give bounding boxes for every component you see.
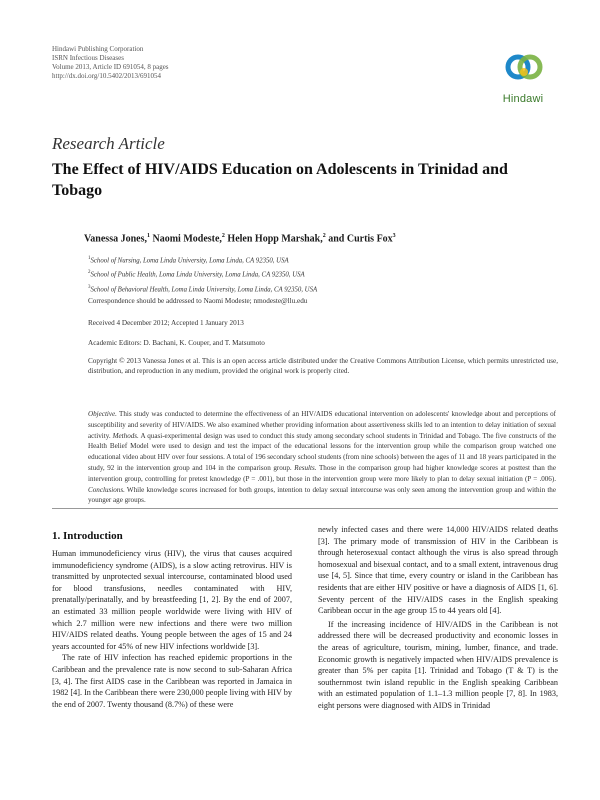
paragraph: The rate of HIV infection has reached epidemic proportions in the Caribbean and the prevalence rate is now second to sub-Saharan Africa [3, 4]. The first AIDS case in the Caribbean was reported in Jamaica in 1982 [4]. In the Caribbean there were 230,000 people living with HIV by the end of 2007. Twenty thousand (8.7%) of these were bbox=[52, 653, 292, 709]
affiliation: $^3$School of Behavioral Health, Loma Linda University, Loma Linda, CA 92350, USA bbox=[88, 284, 318, 293]
author-sup: 1 bbox=[146, 233, 150, 239]
objective-label: Objective. bbox=[88, 410, 117, 418]
affiliation: $^2$School of Public Health, Loma Linda University, Loma Linda, CA 92350, USA bbox=[88, 270, 305, 279]
author-name: Vanessa Jones, bbox=[84, 233, 147, 245]
journal-header bbox=[52, 45, 169, 81]
author-sup: 2 bbox=[322, 233, 326, 239]
results-label: Results. bbox=[291, 463, 317, 472]
divider bbox=[52, 508, 558, 509]
article-title: The Effect of HIV/AIDS Education on Adolescents in Trinidad and Tobago bbox=[52, 161, 508, 199]
received-dates: Received 4 December 2012; Accepted 1 January 2013 bbox=[88, 319, 244, 327]
affiliation: $^1$School of Nursing, Loma Linda University, Loma Linda, CA 92350, USA bbox=[88, 256, 289, 265]
author-sup: 2 bbox=[221, 233, 225, 239]
author-name: and Curtis Fox bbox=[328, 233, 393, 245]
author-sup: 3 bbox=[392, 233, 396, 239]
hindawi-logo-text: Hindawi bbox=[502, 93, 544, 105]
paragraph: Human immunodeficiency virus (HIV), the virus that causes acquired immunodeficiency syndrome (AIDS), is a slow acting retrovirus. HIV is transmitted by unprotected sexual intercourse, contaminated blood used for blood transfusions, needles contaminated with HIV, prenatally/perinatally, and by breastfeeding [1, 2]. By the end of 2007, an estimated 33 million people worldwide were living with HIV of which 2.7 million were new infections and there were two million HIV/AIDS related deaths. Young people between the ages of 15 and 24 years accounted for 45% of new HIV infections worldwide [3]. bbox=[52, 549, 292, 651]
article-type: Research Article bbox=[52, 134, 165, 153]
paragraph: newly infected cases and there were 14,000 HIV/AIDS related deaths [3]. The primary mode of transmission of HIV in the Caribbean is through heterosexual contact although the virus is also spread through homosexual and bisexual contact, and to a small extent, intravenous drug use [4, 5]. Since that time, every country or island in the Caribbean has residents that are either HIV positive or have a diagnosis of AIDS [1, 6]. Seventy percent of the HIV/AIDS cases in the English speaking Caribbean occur in the age group 15 to 44 years old [4]. bbox=[318, 525, 558, 616]
publisher-line: Hindawi Publishing Corporation bbox=[52, 45, 144, 53]
conclusions-label: Conclusions. bbox=[88, 485, 125, 494]
paragraph: If the increasing incidence of HIV/AIDS in the Caribbean is not addressed there will be decreased productivity and economic losses in the areas of agriculture, tourism, mining, lumber, finance, and trade. Economic growth is negatively impacted when HIV/AIDS prevalence is greater than 5% per capita [1]. Trinidad and Tobago (T & T) is the southernmost twin island republic in the English speaking Caribbean with an estimated population of 1.1–1.3 million people [7, 8]. In 1983, eight persons were diagnosed with AIDS in Trinidad bbox=[318, 619, 558, 710]
section-heading: 1. Introduction bbox=[52, 530, 123, 542]
academic-editors: Academic Editors: D. Bachani, K. Couper, and T. Matsumoto bbox=[88, 339, 265, 347]
abstract: Objective. This study was conducted to determine the effectiveness of an HIV/AIDS educational intervention on adolescents' knowledge about and perceptions of susceptibility and severity of HIV/AIDS. We also examined whether providing information about assertiveness skills led to an intention to delay initiation of sexual activity. Methods. A quasi-experimental design was used to conduct this study among secondary school students in Trinidad and Tobago. The five constructs of the Health Belief Model were used to design and test the impact of the educational lessons for the intervention group while the comparison group watched one educational video about HIV over four sessions. A total of 196 secondary school students (from nine schools) between the ages of 11 and 18 years participated in the study, 92 in the intervention group and 104 in the comparison group. Results. Those in the comparison group had higher knowledge scores at posttest than the intervention group, controlling for pretest knowledge (P = .001), but those in the intervention group were more likely to plan to delay sexual initiation (P = .006). Conclusions. While knowledge scores increased for both groups, intention to delay sexual intercourse was only seen among the intervention group and within the younger age groups. bbox=[88, 410, 556, 505]
affiliations bbox=[88, 253, 317, 296]
journal-name: ISRN Infectious Diseases bbox=[52, 54, 124, 62]
correspondence: Correspondence should be addressed to Naomi Modeste; nmodeste@llu.edu bbox=[88, 297, 308, 305]
methods-label: Methods. bbox=[110, 431, 139, 440]
author-name: Helen Hopp Marshak, bbox=[227, 233, 323, 245]
doi-link[interactable]: http://dx.doi.org/10.5402/2013/691054 bbox=[52, 72, 161, 80]
right-column bbox=[318, 524, 558, 712]
author-list bbox=[84, 233, 396, 244]
volume-line: Volume 2013, Article ID 691054, 8 pages bbox=[52, 63, 169, 71]
author-name: Naomi Modeste, bbox=[152, 233, 222, 245]
copyright: Copyright © 2013 Vanessa Jones et al. This is an open access article distributed under the Creative Commons Attribution License, which permits unrestricted use, distribution, and reproduction in any medium, provided the original work is properly cited. bbox=[88, 357, 558, 375]
left-column bbox=[52, 548, 292, 710]
